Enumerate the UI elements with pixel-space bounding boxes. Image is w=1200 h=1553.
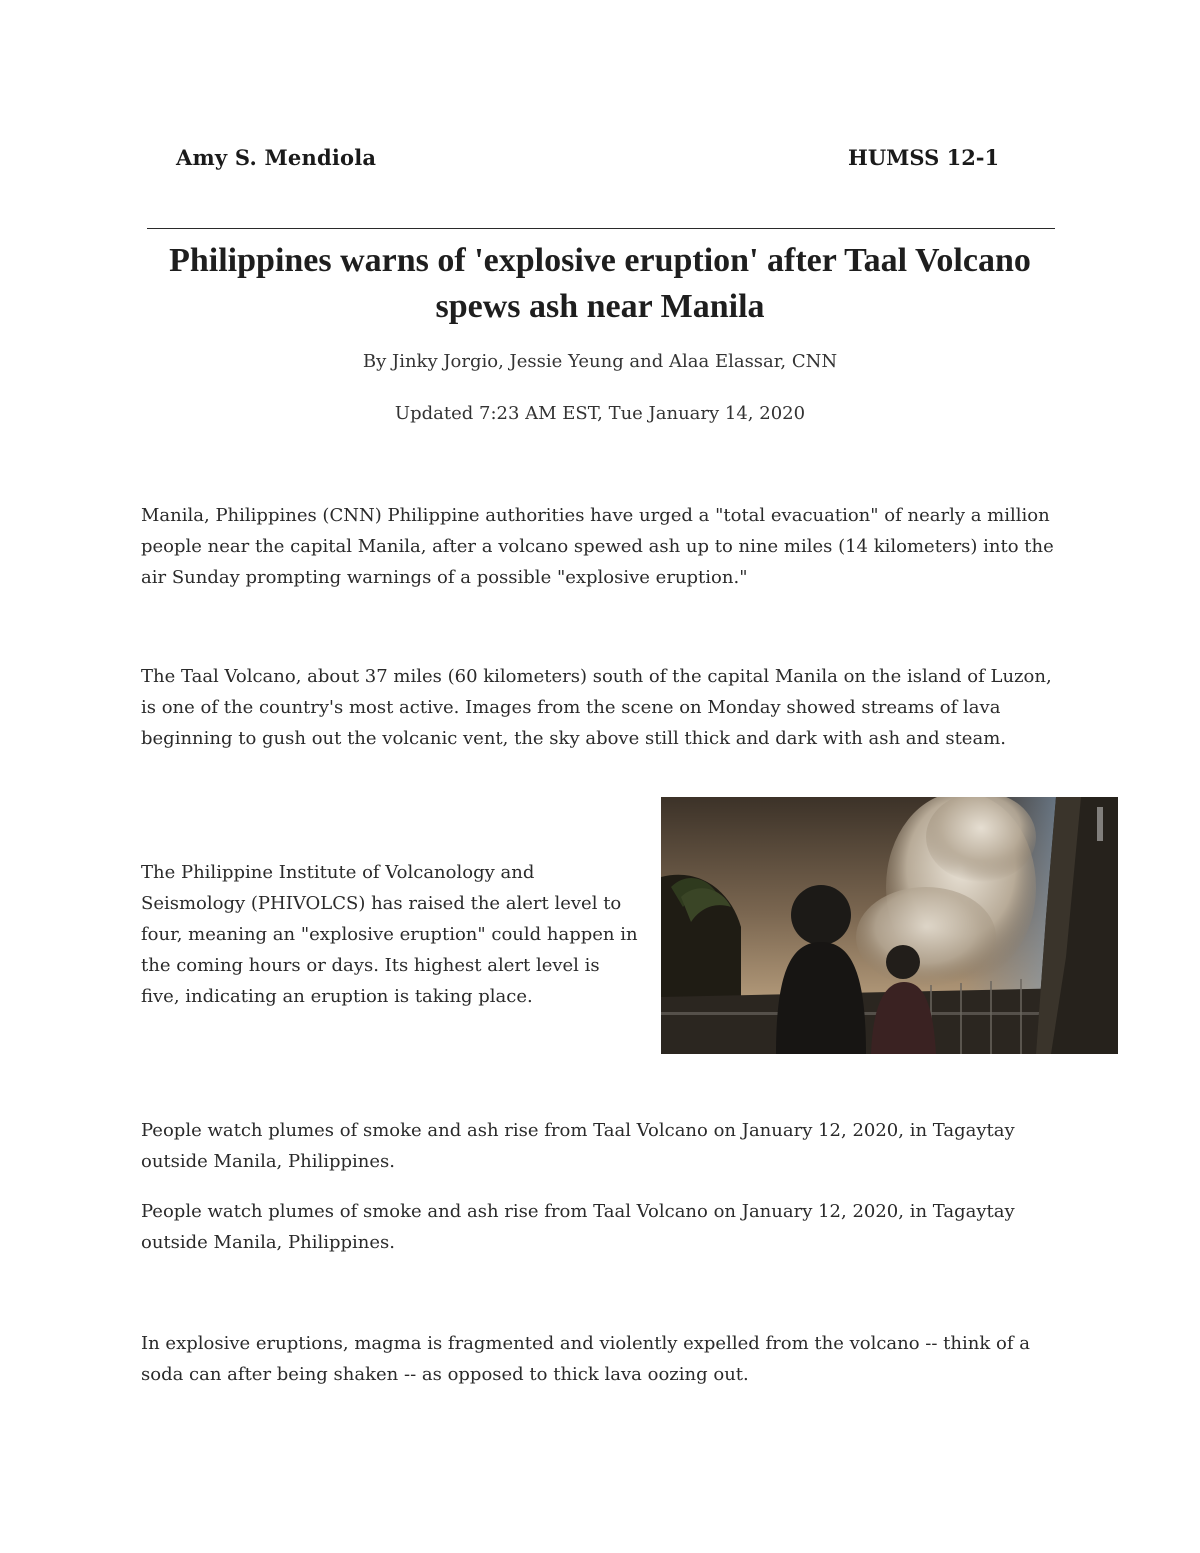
paragraph-3: The Philippine Institute of Volcanology and Seismology (PHIVOLCS) has raised the alert level to four, meaning an "explosive eruption" could happen in the coming hours or days. Its highest alert level is five, indicating an eruption is taking place. bbox=[141, 862, 638, 1007]
class-section: HUMSS 12-1 bbox=[848, 145, 1000, 170]
article-updated-timestamp: Updated 7:23 AM EST, Tue January 14, 2020 bbox=[394, 403, 806, 424]
photo-caption-1: People watch plumes of smoke and ash rise from Taal Volcano on January 12, 2020, in Tagaytay outside Manila, Philippines. bbox=[141, 1120, 1015, 1172]
article-title bbox=[140, 238, 1060, 330]
article-title-line-1: Philippines warns of 'explosive eruption' after Taal Volcano bbox=[169, 242, 1031, 279]
paragraph-4: In explosive eruptions, magma is fragmented and violently expelled from the volcano -- think of a soda can after being shaken -- as opposed to thick lava oozing out. bbox=[141, 1333, 1030, 1385]
paragraph-2: The Taal Volcano, about 37 miles (60 kilometers) south of the capital Manila on the island of Luzon, is one of the country's most active. Images from the scene on Monday showed streams of lava beginning to gush out the volcanic vent, the sky above still thick and dark with ash and steam. bbox=[141, 666, 1052, 749]
article-byline: By Jinky Jorgio, Jessie Yeung and Alaa Elassar, CNN bbox=[362, 351, 838, 372]
paragraph-1: Manila, Philippines (CNN) Philippine authorities have urged a "total evacuation" of nearly a million people near the capital Manila, after a volcano spewed ash up to nine miles (14 kilometers) into the air Sunday prompting warnings of a possible "explosive eruption." bbox=[141, 505, 1054, 588]
volcano-photo bbox=[661, 797, 1118, 1054]
header-divider bbox=[147, 228, 1055, 229]
article-title-line-2: spews ash near Manila bbox=[435, 288, 765, 325]
photo-caption-2: People watch plumes of smoke and ash rise from Taal Volcano on January 12, 2020, in Tagaytay outside Manila, Philippines. bbox=[141, 1201, 1015, 1253]
author-name: Amy S. Mendiola bbox=[176, 145, 377, 170]
volcano-photo-image bbox=[661, 797, 1118, 1054]
